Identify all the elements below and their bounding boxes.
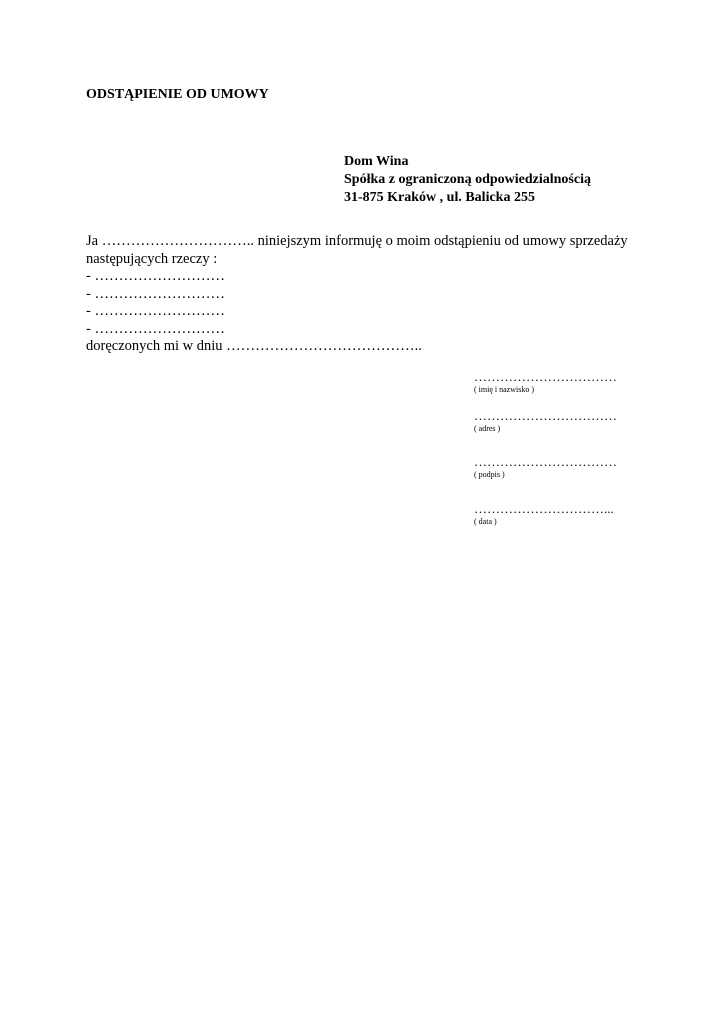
address-field-dots: …………………………… (474, 408, 617, 423)
withdrawal-statement (86, 233, 628, 356)
recipient-street-address: 31-875 Kraków , ul. Balicka 255 (344, 190, 535, 205)
date-field (474, 502, 614, 527)
address-field-caption: ( adres ) (474, 424, 501, 433)
statement-line: następujących rzeczy : (86, 250, 218, 267)
name-field (474, 370, 617, 395)
item-line: - ……………………… (86, 268, 225, 284)
name-field-caption: ( imię i nazwisko ) (474, 385, 534, 394)
recipient-address (344, 153, 591, 207)
item-line: - ……………………… (86, 320, 225, 337)
item-line: - ……………………… (86, 285, 225, 302)
recipient-company-name: Dom Wina (344, 154, 409, 169)
name-field-dots: …………………………… (474, 369, 617, 384)
statement-line: Ja ………………………….. niniejszym informuję o moim odstąpieniu od umowy sprzedaży (86, 233, 628, 249)
date-field-caption: ( data ) (474, 517, 497, 526)
item-line: - ……………………… (86, 303, 225, 319)
signature-field-dots: …………………………… (474, 454, 617, 469)
delivery-date-line: doręczonych mi w dniu ………………………………….. (86, 338, 422, 354)
signature-field-caption: ( podpis ) (474, 470, 505, 479)
recipient-company-type: Spółka z ograniczoną odpowiedzialnością (344, 172, 591, 187)
document-title: ODSTĄPIENIE OD UMOWY (86, 87, 269, 102)
signature-field (474, 455, 617, 480)
date-field-dots: …………………………... (474, 501, 614, 516)
address-field (474, 409, 617, 434)
